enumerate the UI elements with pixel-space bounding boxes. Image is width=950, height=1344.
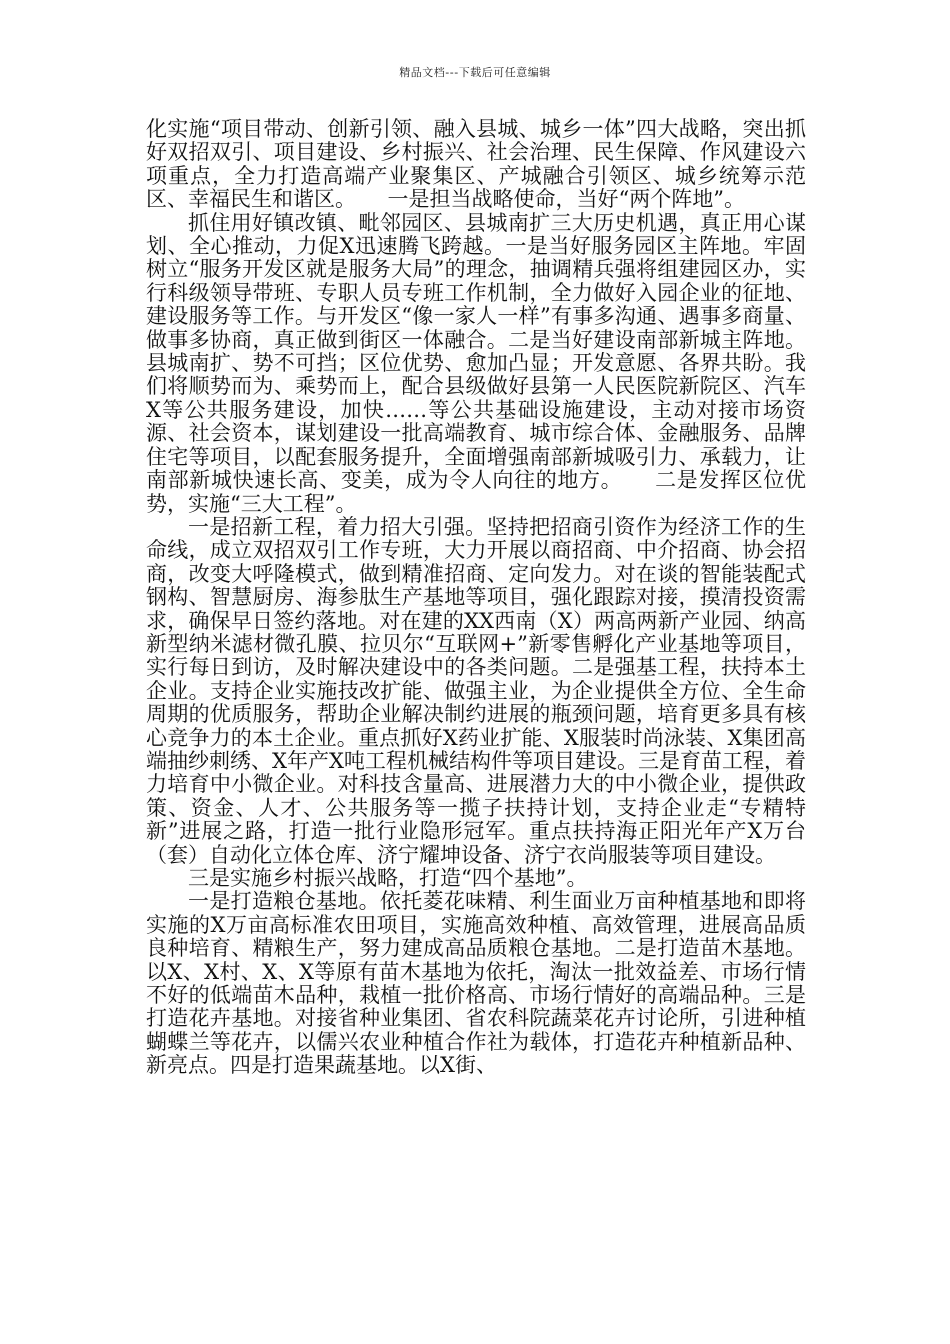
paragraph: 一是打造粮仓基地。依托菱花味精、利生面业万亩种植基地和即将实施的X万亩高标准农田项目，实施高效种植、高效管理，进展高品质良种培育、精粮生产，努力建成高品质粮仓基地。二是打造苗木基地。以X、X村、X、X等原有苗木基地为依托，淘汰一批效益差、市场行情不好的低端苗木品种，栽植一批价格高、市场行情好的高端品种。三是打造花卉基地。对接省种业集团、省农科院蔬菜花卉讨论所，引进种植蝴蝶兰等花卉，以儒兴农业种植合作社为载体，打造花卉种植新品种、新亮点。四是打造果蔬基地。以X街、 (146, 889, 806, 1078)
paragraph: 化实施“项目带动、创新引领、融入县城、城乡一体”四大战略，突出抓好双招双引、项目建设、乡村振兴、社会治理、民生保障、作风建设六项重点，全力打造高端产业聚集区、产城融合引领区、城乡统筹示范区、幸福民生和谐区。 一是担当战略使命，当好“两个阵地”。 (146, 117, 806, 212)
document-body (146, 118, 806, 1078)
paragraph: 抓住用好镇改镇、毗邻园区、县城南扩三大历史机遇，真正用心谋划、全心推动，力促X迅速腾飞跨越。一是当好服务园区主阵地。牢固树立“服务开发区就是服务大局”的理念，抽调精兵强将组建园区办，实行科级领导带班、专职人员专班工作机制，全力做好入园企业的征地、建设服务等工作。与开发区“像一家人一样”有事多沟通、遇事多商量、做事多协商，真正做到街区一体融合。二是当好建设南部新城主阵地。县城南扩、势不可挡；区位优势、愈加凸显；开发意愿、各界共盼。我们将顺势而为、乘势而上，配合县级做好县第一人民医院新院区、汽车X等公共服务建设，加快……等公共基础设施建设，主动对接市场资源、社会资本，谋划建设一批高端教育、城市综合体、金融服务、品牌住宅等项目，以配套服务提升，全面增强南部新城吸引力、承载力，让南部新城快速长高、变美，成为令人向往的地方。 二是发挥区位优势，实施“三大工程”。 (146, 210, 806, 516)
page-header: 精品文档---下载后可任意编辑 (399, 66, 551, 79)
section-heading: 三是实施乡村振兴战略，打造“四个基地”。 (188, 866, 588, 890)
paragraph: 一是招新工程，着力招大引强。坚持把招商引资作为经济工作的生命线，成立双招双引工作专班，大力开展以商招商、中介招商、协会招商，改变大呼隆模式，做到精准招商、定向发力。对在谈的智能装配式钢构、智慧厨房、海参肽生产基地等项目，强化跟踪对接，摸清投资需求，确保早日签约落地。对在建的XX西南（X）两高两新产业园、纳高新型纳米滤材微孔膜、拉贝尔“互联网+”新零售孵化产业基地等项目，实行每日到访，及时解决建设中的各类问题。二是强基工程，扶持本土企业。支持企业实施技改扩能、做强主业，为企业提供全方位、全生命周期的优质服务，帮助企业解决制约进展的瓶颈问题，培育更多具有核心竞争力的本土企业。重点抓好X药业扩能、X服装时尚泳装、X集团高端抽纱刺绣、X年产X吨工程机械结构件等项目建设。三是育苗工程，着力培育中小微企业。对科技含量高、进展潜力大的中小微企业，提供政策、资金、人才、公共服务等一揽子扶持计划，支持企业走“专精特新”进展之路，打造一批行业隐形冠军。重点扶持海正阳光年产X万台（套）自动化立体仓库、济宁耀坤设备、济宁衣尚服装等项目建设。 (146, 514, 806, 867)
